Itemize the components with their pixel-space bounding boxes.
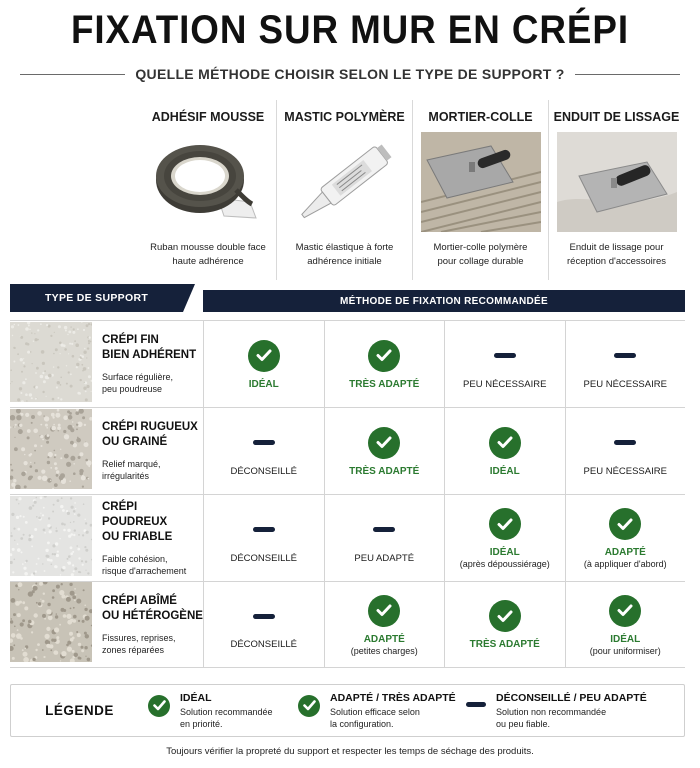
verdict-note: (à appliquer d'abord): [583, 559, 667, 569]
method-cell: [324, 321, 445, 407]
support-name: CRÉPI RUGUEUX OU GRAINÉ: [102, 421, 198, 448]
dash-icon: [466, 702, 486, 707]
icon-wrap: [489, 599, 521, 633]
check-icon: [609, 508, 641, 540]
support-name: CRÉPI POUDREUX OU FRIABLE: [102, 500, 173, 543]
method-cell: [203, 495, 324, 581]
verdict-label: ADAPTÉ: [604, 547, 646, 558]
method-card-mortier-colle: [412, 100, 548, 280]
recommendation-table: [10, 320, 685, 668]
support-cell: [10, 408, 203, 494]
icon-wrap: [614, 339, 636, 373]
divider: [575, 74, 680, 75]
method-title: MORTIER-COLLE: [428, 110, 533, 124]
icon-wrap: [609, 594, 641, 628]
legend: [10, 684, 685, 737]
icon-wrap: [253, 599, 275, 633]
method-title: MASTIC POLYMÈRE: [284, 110, 405, 124]
verdict-label: IDÉAL: [610, 633, 641, 645]
method-cell: [444, 495, 565, 581]
support-description: Relief marqué, irrégularités: [102, 459, 161, 481]
legend-item-adapte: [298, 692, 466, 730]
table-row: [10, 320, 685, 407]
icon-wrap: [253, 513, 275, 547]
table-row: [10, 407, 685, 494]
method-cell: [565, 321, 686, 407]
subtitle: QUELLE MÉTHODE CHOISIR SELON LE TYPE DE SUPPORT ?: [135, 66, 565, 82]
icon-wrap: [248, 339, 280, 373]
legend-description: Solution recommandée en priorité.: [180, 706, 273, 729]
verdict-label: TRÈS ADAPTÉ: [349, 465, 420, 477]
method-card-mastic-polymere: [276, 100, 412, 280]
dash-icon: [494, 353, 516, 358]
method-description: Ruban mousse double face haute adhérence: [150, 242, 266, 267]
method-cell: [444, 582, 565, 667]
verdict-label: ADAPTÉ: [363, 633, 405, 645]
verdict-note: (pour uniformiser): [589, 645, 661, 656]
support-text: [92, 333, 196, 395]
method-cell: [203, 582, 324, 667]
method-cell: [444, 408, 565, 494]
check-icon: [368, 427, 400, 459]
support-name: CRÉPI FIN BIEN ADHÉRENT: [102, 334, 197, 361]
method-cell: [203, 321, 324, 407]
check-icon: [298, 695, 320, 717]
legend-title: LÉGENDE: [45, 703, 114, 718]
support-texture-image: [10, 409, 92, 494]
verdict-label: PEU NÉCESSAIRE: [583, 465, 667, 477]
check-icon: [368, 340, 400, 372]
icon-wrap: [489, 507, 521, 541]
dash-icon: [373, 527, 395, 532]
legend-head: DÉCONSEILLÉ / PEU ADAPTÉ: [496, 691, 647, 704]
dash-icon: [614, 440, 636, 445]
verdict-label: DÉCONSEILLÉ: [230, 552, 298, 564]
dash-icon: [614, 353, 636, 358]
legend-item-ideal: [148, 692, 298, 730]
legend-item-deconseille: [466, 692, 656, 730]
method-cell: [565, 582, 686, 667]
table-row: [10, 581, 685, 668]
check-icon: [609, 595, 641, 627]
check-icon: [368, 595, 400, 627]
table-row: [10, 494, 685, 581]
check-icon: [148, 695, 170, 717]
method-description: Enduit de lissage pour réception d'accessoires: [567, 242, 666, 267]
support-cell: [10, 495, 203, 581]
method-cell: [324, 582, 445, 667]
check-icon: [489, 427, 521, 459]
support-name: CRÉPI ABÎMÉ OU HÉTÉROGÈNE: [102, 594, 203, 622]
verdict-label: PEU NÉCESSAIRE: [463, 378, 547, 390]
legend-description: Solution efficace selon la configuration.: [330, 706, 420, 729]
check-icon: [489, 508, 521, 540]
support-texture-image: [10, 322, 92, 407]
support-text: [92, 420, 198, 482]
method-cell: [565, 495, 686, 581]
subtitle-row: [20, 64, 680, 84]
support-cell: [10, 321, 203, 407]
method-cell: [203, 408, 324, 494]
icon-wrap: [368, 594, 400, 628]
verdict-label: DÉCONSEILLÉ: [230, 465, 298, 477]
legend-description: Solution non recommandée ou peu fiable.: [496, 706, 607, 729]
support-description: Fissures, reprises, zones réparées: [102, 632, 176, 655]
method-description: Mastic élastique à forte adhérence initiale: [295, 242, 394, 267]
dash-icon: [253, 527, 275, 532]
check-icon: [489, 600, 521, 632]
legend-head: IDÉAL: [180, 691, 212, 704]
support-text: [92, 594, 203, 656]
support-type-header: TYPE DE SUPPORT: [10, 284, 183, 312]
verdict-label: DÉCONSEILLÉ: [230, 639, 298, 650]
support-cell: [10, 582, 203, 667]
method-cell: [565, 408, 686, 494]
legend-head: ADAPTÉ / TRÈS ADAPTÉ: [330, 691, 456, 704]
check-icon: [248, 340, 280, 372]
method-cell: [324, 408, 445, 494]
dash-icon: [253, 614, 275, 619]
method-title: ENDUIT DE LISSAGE: [553, 110, 680, 124]
notched-trowel-mortar-image: [421, 132, 541, 232]
support-texture-image: [10, 496, 92, 581]
fixation-method-header: MÉTHODE DE FIXATION RECOMMANDÉE: [203, 290, 685, 312]
verdict-label: IDÉAL: [248, 378, 279, 390]
method-card-adhesif-mousse: [140, 100, 276, 280]
verdict-label: TRÈS ADAPTÉ: [349, 378, 420, 390]
support-description: Surface régulière, peu poudreuse: [102, 372, 174, 394]
support-description: Faible cohésion, risque d'arrachement: [102, 553, 187, 576]
method-cell: [444, 321, 565, 407]
foam-tape-roll-image: [148, 132, 268, 232]
icon-wrap: [368, 339, 400, 373]
divider: [20, 74, 125, 75]
verdict-note: (petites charges): [350, 645, 418, 656]
method-cell: [324, 495, 445, 581]
icon-wrap: [614, 426, 636, 460]
verdict-label: TRÈS ADAPTÉ: [469, 639, 540, 650]
method-card-enduit-de-lissage: [548, 100, 684, 280]
icon-wrap: [253, 426, 275, 460]
method-cards: [140, 100, 685, 280]
support-texture-image: [10, 582, 92, 667]
support-text: [92, 500, 203, 577]
page-title: FIXATION SUR MUR EN CRÉPI: [70, 8, 629, 52]
method-title: ADHÉSIF MOUSSE: [151, 110, 265, 124]
verdict-label: IDÉAL: [489, 547, 520, 558]
sealant-cartridge-image: [285, 132, 405, 232]
icon-wrap: [373, 513, 395, 547]
smoothing-trowel-image: [557, 132, 677, 232]
icon-wrap: [609, 507, 641, 541]
icon-wrap: [489, 426, 521, 460]
verdict-label: IDÉAL: [489, 465, 520, 477]
dash-icon: [253, 440, 275, 445]
method-description: Mortier-colle polymère pour collage durable: [433, 242, 528, 267]
footnote: Toujours vérifier la propreté du support et respecter les temps de séchage des produits.: [166, 746, 534, 757]
icon-wrap: [368, 426, 400, 460]
verdict-note: (après dépoussiérage): [459, 559, 550, 569]
verdict-label: PEU ADAPTÉ: [354, 552, 415, 564]
icon-wrap: [494, 339, 516, 373]
verdict-label: PEU NÉCESSAIRE: [583, 378, 667, 390]
